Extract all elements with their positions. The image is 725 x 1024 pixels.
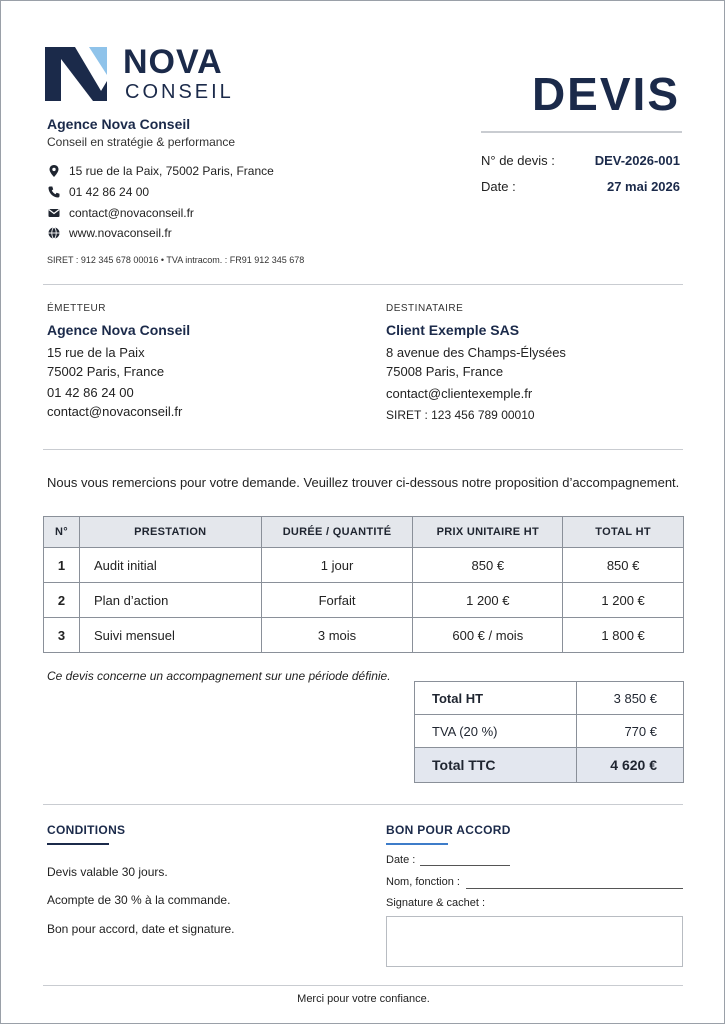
table-row: [44, 548, 684, 583]
nova-logo-icon: [45, 47, 109, 101]
agency-legal-ids: SIRET : 912 345 678 00016 • TVA intracom. : FR91 912 345 678: [47, 255, 305, 265]
recipient-line: contact@clientexemple.fr: [386, 386, 533, 401]
divider: [43, 985, 683, 986]
recipient-label: DESTINATAIRE: [386, 303, 464, 314]
row-service: Plan d’action: [79, 583, 261, 618]
agency-name: Agence Nova Conseil: [47, 116, 191, 132]
approval-name-label: Nom, fonction :: [386, 876, 460, 888]
row-unit-price: 1 200 €: [413, 583, 563, 618]
items-table: [43, 516, 684, 653]
row-duration: Forfait: [261, 583, 413, 618]
conditions-underline: [47, 843, 109, 845]
phone-icon: [47, 185, 61, 199]
title-divider: [481, 131, 682, 133]
agency-tagline: Conseil en stratégie & performance: [47, 135, 236, 149]
approval-date-label: Date :: [386, 854, 416, 866]
row-duration: 1 jour: [261, 548, 413, 583]
condition-line: Devis valable 30 jours.: [47, 865, 168, 879]
recipient-name: Client Exemple SAS: [386, 322, 520, 338]
contact-address: [47, 164, 274, 178]
contact-website-text: www.novaconseil.fr: [69, 226, 172, 240]
quote-number-value: DEV-2026-001: [594, 153, 680, 168]
row-total: 850 €: [563, 548, 684, 583]
quote-date-value: 27 mai 2026: [606, 179, 680, 194]
header-unit-price: PRIX UNITAIRE HT: [413, 517, 563, 548]
total-ttc-row: [415, 748, 684, 783]
location-pin-icon: [47, 164, 61, 178]
recipient-line: 75008 Paris, France: [386, 364, 504, 379]
quote-number-label: N° de devis :: [481, 153, 555, 168]
table-header-row: [44, 517, 684, 548]
row-total: 1 200 €: [563, 583, 684, 618]
quote-date-label: Date :: [481, 179, 516, 194]
quote-note: Ce devis concerne un accompagnement sur une période définie.: [47, 669, 391, 683]
total-ttc-label: Total TTC: [415, 748, 577, 783]
issuer-line: 75002 Paris, France: [47, 364, 165, 379]
issuer-name: Agence Nova Conseil: [47, 322, 191, 338]
header-service: PRESTATION: [79, 517, 261, 548]
total-ht-value: 3 850 €: [577, 682, 684, 715]
contact-phone-text: 01 42 86 24 00: [69, 185, 150, 199]
row-unit-price: 600 € / mois: [413, 618, 563, 653]
table-row: [44, 618, 684, 653]
brand-name-line2: CONSEIL: [125, 81, 234, 103]
tva-label: TVA (20 %): [415, 715, 577, 748]
brand-name-line1: NOVA: [123, 43, 223, 81]
issuer-line: 15 rue de la Paix: [47, 345, 145, 360]
contact-email-text: contact@novaconseil.fr: [69, 206, 194, 220]
row-number: 2: [44, 583, 80, 618]
total-ttc-value: 4 620 €: [577, 748, 684, 783]
row-duration: 3 mois: [261, 618, 413, 653]
intro-text: Nous vous remercions pour votre demande. Veuillez trouver ci-dessous notre proposition d’accompagnement.: [47, 475, 680, 490]
header-duration: DURÉE / QUANTITÉ: [261, 517, 413, 548]
divider: [43, 449, 683, 450]
approval-underline: [386, 843, 448, 845]
conditions-title: CONDITIONS: [47, 823, 126, 837]
date-line[interactable]: [420, 865, 510, 866]
total-ht-row: [415, 682, 684, 715]
tva-value: 770 €: [577, 715, 684, 748]
total-ht-label: Total HT: [415, 682, 577, 715]
issuer-line: contact@novaconseil.fr: [47, 404, 183, 419]
contact-website: [47, 226, 172, 240]
signature-box[interactable]: [386, 916, 683, 967]
table-row: [44, 583, 684, 618]
header-number: N°: [44, 517, 80, 548]
condition-line: Acompte de 30 % à la commande.: [47, 893, 231, 907]
thanks-message: Merci pour votre confiance.: [297, 993, 430, 1005]
totals-table: [414, 681, 684, 783]
contact-address-text: 15 rue de la Paix, 75002 Paris, France: [69, 164, 274, 178]
tva-row: [415, 715, 684, 748]
header-total: TOTAL HT: [563, 517, 684, 548]
row-total: 1 800 €: [563, 618, 684, 653]
row-service: Suivi mensuel: [79, 618, 261, 653]
contact-email: [47, 206, 194, 220]
name-function-line[interactable]: [466, 888, 683, 889]
recipient-line: SIRET : 123 456 789 00010: [386, 408, 535, 422]
row-service: Audit initial: [79, 548, 261, 583]
issuer-label: ÉMETTEUR: [47, 303, 106, 314]
divider: [43, 804, 683, 805]
document-title: DEVIS: [531, 68, 680, 120]
row-number: 1: [44, 548, 80, 583]
issuer-line: 01 42 86 24 00: [47, 385, 134, 400]
contact-phone: [47, 185, 149, 199]
envelope-icon: [47, 206, 61, 220]
recipient-line: 8 avenue des Champs-Élysées: [386, 345, 566, 360]
approval-title: BON POUR ACCORD: [386, 823, 511, 837]
row-number: 3: [44, 618, 80, 653]
row-unit-price: 850 €: [413, 548, 563, 583]
divider: [43, 284, 683, 285]
approval-signature-label: Signature & cachet :: [386, 897, 486, 909]
condition-line: Bon pour accord, date et signature.: [47, 922, 235, 936]
globe-icon: [47, 226, 61, 240]
